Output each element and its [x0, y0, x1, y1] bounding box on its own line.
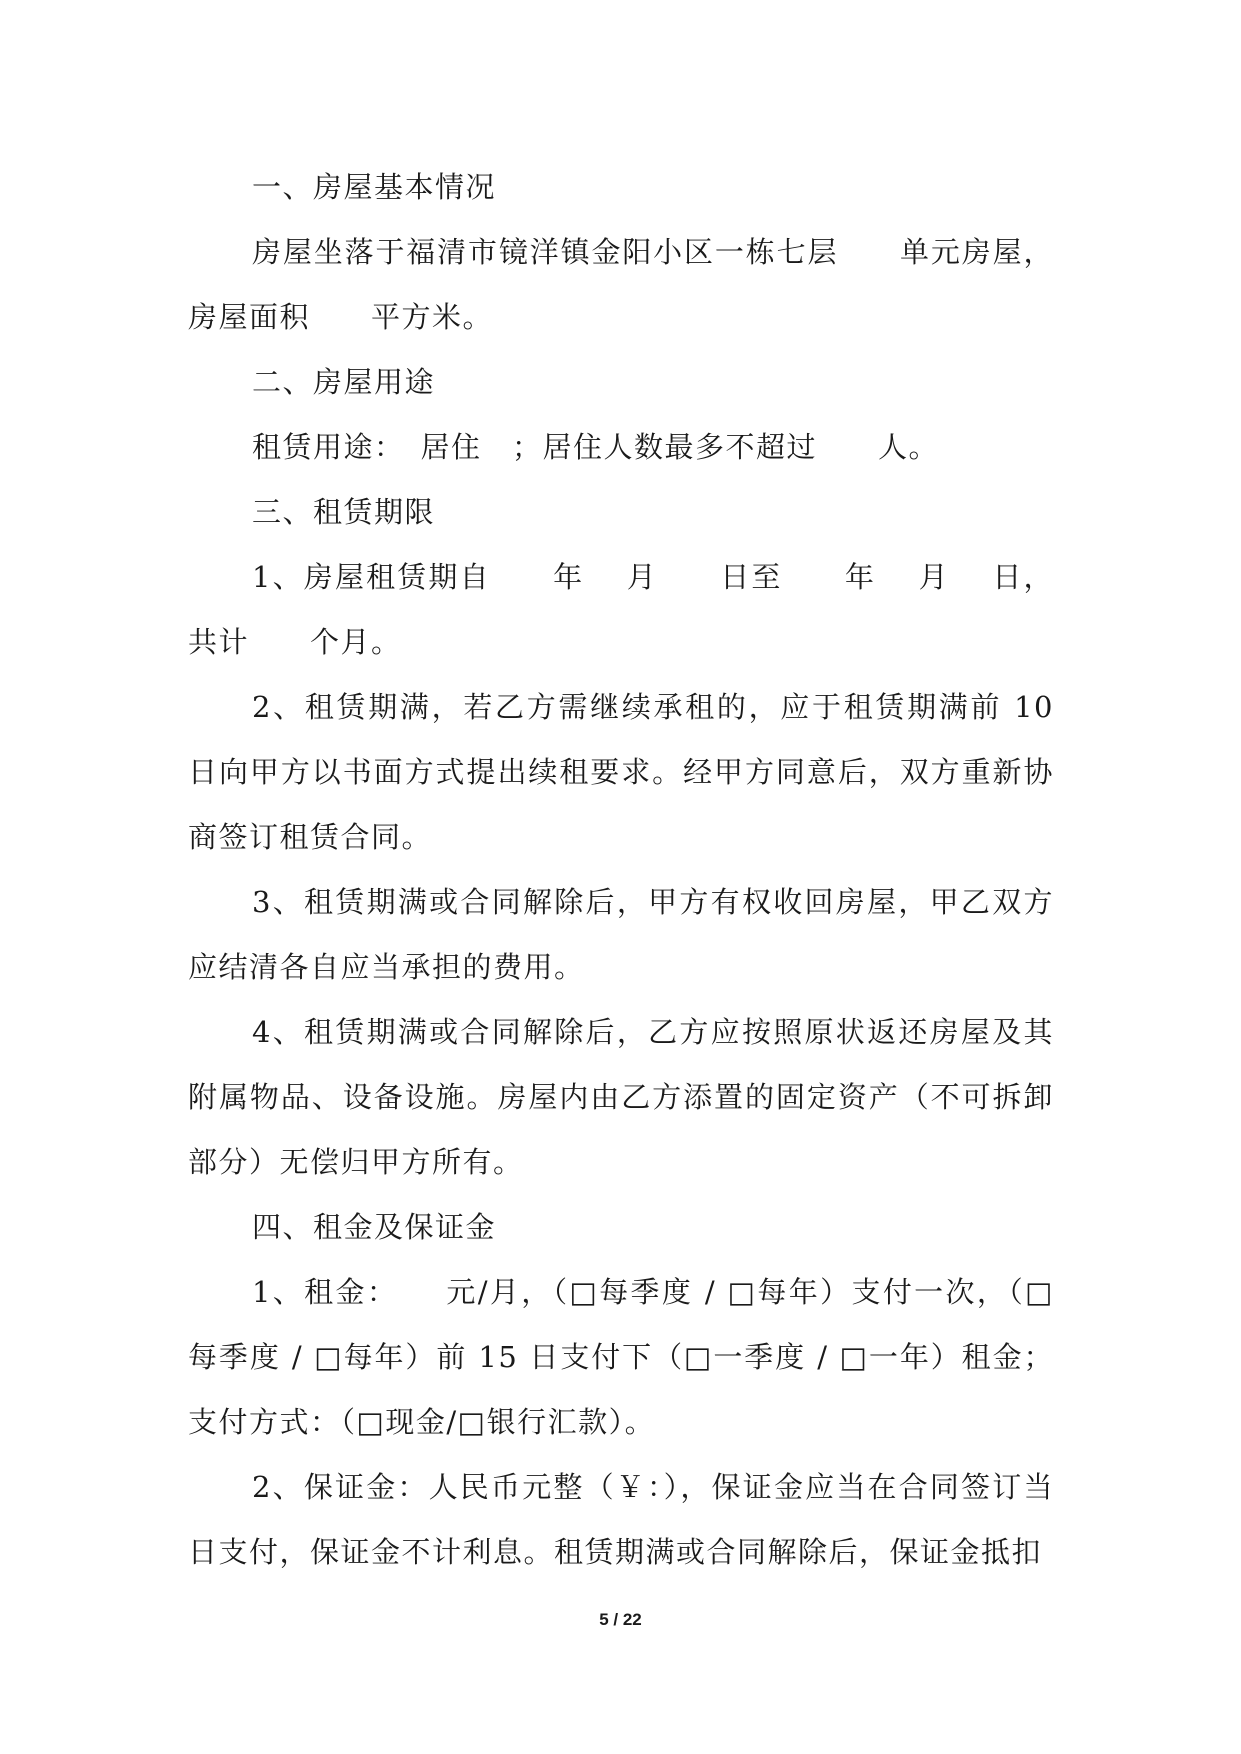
paragraph-deposit: 2、保证金：人民币元整（￥：），保证金应当在合同签订当日支付，保证金不计利息。租赁期满或合同解除后，保证金抵扣	[188, 1470, 1054, 1569]
paragraph-lease-end-recovery: 3、租赁期满或合同解除后，甲方有权收回房屋，甲乙双方应结清各自应当承担的费用。	[188, 885, 1054, 984]
page-number: 5 / 22	[599, 1610, 642, 1629]
section-heading-house-use: 二、房屋用途	[252, 365, 436, 399]
paragraph-lease-renewal: 2、租赁期满，若乙方需继续承租的，应于租赁期满前 10 日向甲方以书面方式提出续租要求。经甲方同意后，双方重新协商签订租赁合同。	[188, 690, 1065, 854]
paragraph-house-location: 房屋坐落于福清市镜洋镇金阳小区一栋七层 单元房屋，房屋面积 平方米。	[188, 235, 1054, 334]
section-heading-house-info: 一、房屋基本情况	[252, 170, 497, 204]
paragraph-rental-use: 租赁用途： 居住 ；居住人数最多不超过 人。	[252, 430, 940, 464]
paragraph-lease-period: 1、房屋租赁期自 年 月 日至 年 月 日，共计 个月。	[188, 560, 1054, 659]
paragraph-lease-end-return: 4、租赁期满或合同解除后，乙方应按照原状返还房屋及其附属物品、设备设施。房屋内由乙方添置的固定资产（不可拆卸部分）无偿归甲方所有。	[188, 1015, 1054, 1179]
section-heading-rent-deposit: 四、租金及保证金	[252, 1210, 497, 1244]
paragraph-rent: 1、租金： 元/月，（□每季度 / □每年）支付一次，（□每季度 / □每年）前 15 日支付下（□一季度 / □一年）租金；支付方式：（□现金/□银行汇款）。	[188, 1275, 1054, 1439]
document-body	[188, 155, 1065, 1585]
section-heading-lease-term: 三、租赁期限	[252, 495, 436, 529]
